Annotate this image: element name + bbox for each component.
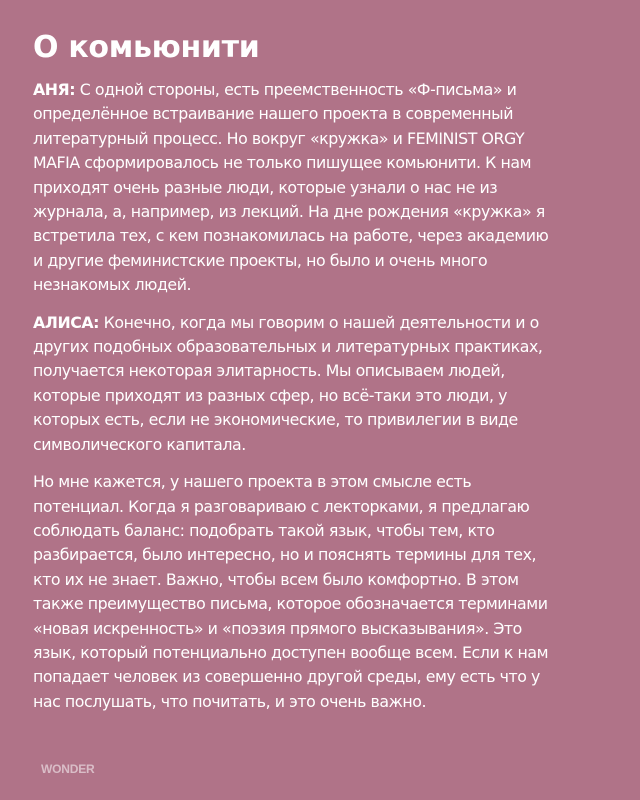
text-line: которые приходят из разных сфер, но всё-таки это люди, у <box>33 385 508 405</box>
article <box>33 28 633 727</box>
text-line: «новая искренность» и «поэзия прямого высказывания». Это <box>33 618 522 638</box>
text-line: других подобных образовательных и литературных практиках, <box>33 337 543 357</box>
text-line: разбирается, было интересно, но и пояснять термины для тех, <box>33 545 537 565</box>
text-line: незнакомых людей. <box>33 275 192 295</box>
paragraph-anya <box>33 78 633 298</box>
text-line: приходят очень разные люди, которые узнали о нас не из <box>33 177 498 197</box>
text-line: Но мне кажется, у нашего проекта в этом смысле есть <box>33 472 472 492</box>
speaker-label: АЛИСА: <box>33 312 100 332</box>
text-line: и другие феминистские проекты, но было и очень много <box>33 250 488 270</box>
text-line: встретила тех, с кем познакомилась на работе, через академию <box>33 226 549 246</box>
text-line: кто их не знает. Важно, чтобы всем было комфортно. В этом <box>33 569 519 589</box>
text-line: литературный процесс. Но вокруг «кружка» и FEMINIST ORGY <box>33 128 525 148</box>
text-line: нас послушать, что почитать, и это очень важно. <box>33 691 427 711</box>
article-title: О комьюнити <box>33 30 260 65</box>
text-line: попадает человек из совершенно другой среды, ему есть что у <box>33 667 540 687</box>
paragraph-alisa-continued <box>33 470 633 714</box>
text-line: которых есть, если не экономические, то привилегии в виде <box>33 410 518 430</box>
brand-logo: WONDER <box>41 762 95 776</box>
text-line: символического капитала. <box>33 434 246 454</box>
text-line: получается некоторая элитарность. Мы описываем людей, <box>33 361 505 381</box>
text-line: язык, который потенциально доступен вообще всем. Если к нам <box>33 642 549 662</box>
text-line: также преимущество письма, которое обозначается терминами <box>33 594 548 614</box>
text-line: определённое встраивание нашего проекта в современный <box>33 104 514 124</box>
speaker-label: АНЯ: <box>33 80 76 99</box>
text-line: журнала, а, например, из лекций. На дне рождения «кружка» я <box>33 202 545 222</box>
text-line: АНЯ: С одной стороны, есть преемственность «Ф-письма» и <box>33 80 517 99</box>
text-line: потенциал. Когда я разговариваю с лекторками, я предлагаю <box>33 496 530 516</box>
paragraph-alisa <box>33 311 633 457</box>
text-line: соблюдать баланс: подобрать такой язык, чтобы тем, кто <box>33 520 495 540</box>
text-line: АЛИСА: Конечно, когда мы говорим о нашей деятельности и о <box>33 312 539 332</box>
text-line: MAFIA сформировалось не только пишущее комьюнити. К нам <box>33 153 532 173</box>
